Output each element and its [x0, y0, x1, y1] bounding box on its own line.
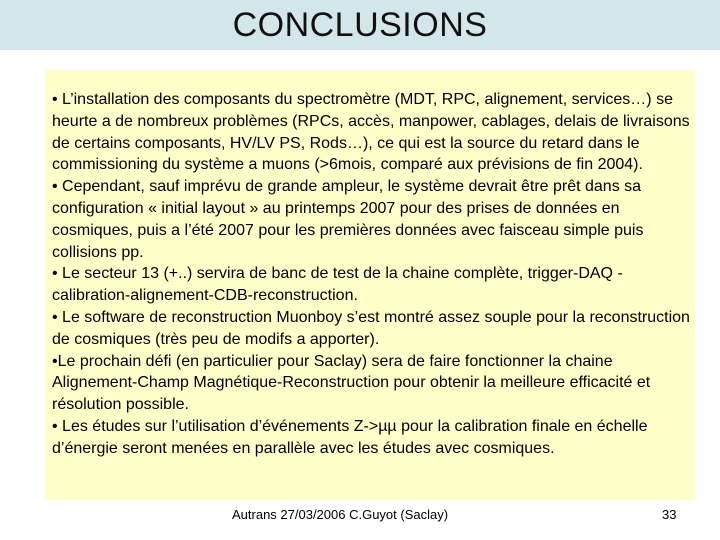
- bullet-paragraph: • Cependant, sauf imprévu de grande ampleur, le système devrait être prêt dans sa configuration « initial layout » au printemps 2007 pour des prises de données en cosmiques, puis a l’été 2007 pour les premières données avec faisceau simple puis collisions pp.: [52, 178, 644, 261]
- page-number: 33: [662, 507, 677, 522]
- bullet-paragraph: • Les études sur l’utilisation d’événements Z->µµ pour la calibration finale en échelle d’énergie seront menées en parallèle avec les études avec cosmiques.: [52, 417, 648, 457]
- bullet-paragraph: •Le prochain défi (en particulier pour Saclay) sera de faire fonctionner la chaine Alignement-Champ Magnétique-Reconstruction pour obtenir la meilleure efficacité et résolution possible.: [52, 352, 651, 414]
- slide-title: CONCLUSIONS: [232, 6, 488, 44]
- footer-text: Autrans 27/03/2006 C.Guyot (Saclay): [232, 507, 449, 522]
- bullet-paragraph: • Le secteur 13 (+..) servira de banc de test de la chaine complète, trigger-DAQ -calibration-alignement-CDB-reconstruction.: [52, 265, 623, 305]
- conclusions-body: [52, 89, 692, 460]
- bullet-paragraph: • L’installation des composants du spectromètre (MDT, RPC, alignement, services…) se heurte a de nombreux problèmes (RPCs, accès, manpower, cablages, delais de livraisons de certains composants, HV/LV PS, Rods…), ce qui est la source du retard dans le commissioning du système a muons (>6mois, comparé aux prévisions de fin 2004).: [52, 91, 690, 174]
- bullet-paragraph: • Le software de reconstruction Muonboy s’est montré assez souple pour la reconstruction de cosmiques (très peu de modifs a apporter).: [52, 308, 690, 348]
